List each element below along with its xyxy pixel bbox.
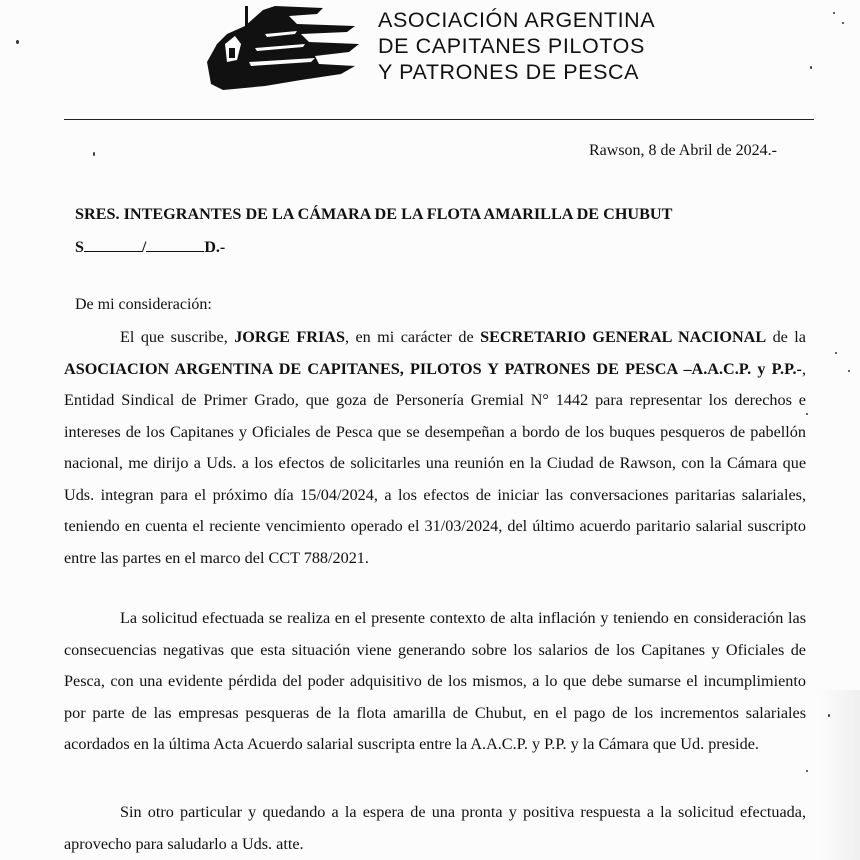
paragraph-2: La solicitud efectuada se realiza en el presente contexto de alta inflación y teniendo en consideración las consecuencias negativas que esta situación viene generando sobre los salarios de los Capitanes y Oficiales de Pesca, con una evidente pérdida del poder adquisitivo de los mismos, a lo que debe sumarse el incumplimiento por parte de las empresas pesqueras de la flota amarilla de Chubut, en el pago de los incrementos salariales acordados en la última Acta Acuerdo salarial suscripta entre la A.A.C.P. y P.P. y la Cámara que Ud. preside. <box>64 609 806 753</box>
sd-line <box>75 237 225 257</box>
organization-full-name: ASOCIACION ARGENTINA DE CAPITANES, PILOTOS Y PATRONES DE PESCA –A.A.C.P. y P.P.- <box>64 359 802 378</box>
greeting: De mi consideración: <box>75 296 212 313</box>
signer-role: SECRETARIO GENERAL NACIONAL <box>480 328 767 346</box>
d-label: D.- <box>204 239 226 256</box>
scan-shadow <box>820 690 860 860</box>
p1-text-2: , en mi carácter de <box>344 328 481 346</box>
header-divider <box>64 119 814 120</box>
recipient-line: SRES. INTEGRANTES DE LA CÁMARA DE LA FLOTA AMARILLA DE CHUBUT <box>75 205 673 223</box>
paragraph-3: Sin otro particular y quedando a la espera de una pronta y positiva respuesta a la solicitud efectuada, aprovecho para saludarlo a Uds. atte. <box>64 803 806 853</box>
ship-logo-icon <box>205 4 363 90</box>
p1-text-3: de la <box>766 328 806 346</box>
p1-text-4: , Entidad Sindical de Primer Grado, que goza de Personería Gremial N° 1442 para representar los derechos e intereses de los Capitanes y Oficiales de Pesca que se desempeñan a bordo de los buques pesqueros de pabellón nacional, me dirijo a Uds. a los efectos de solicitarles una reunión en la Ciudad de Rawson, con la Cámara que Uds. integran para el próximo día 15/04/2024, a los efectos de iniciar las conversaciones paritarias salariales, teniendo en cuenta el reciente vencimiento operado el 31/03/2024, del último acuerdo paritario salarial suscripto entre las partes en el marco del CCT 788/2021. <box>64 359 806 567</box>
org-name-line-1: ASOCIACIÓN ARGENTINA <box>378 8 656 32</box>
blank-line-1 <box>84 237 142 252</box>
blank-line-2 <box>146 237 204 252</box>
organization-name <box>378 7 655 85</box>
org-name-line-3: Y PATRONES DE PESCA <box>378 60 640 84</box>
paragraph-1 <box>64 322 806 574</box>
p1-text-1: El que suscribe, <box>120 328 235 346</box>
org-name-line-2: DE CAPITANES PILOTOS <box>378 34 645 58</box>
letter-date: Rawson, 8 de Abril de 2024.- <box>589 142 777 159</box>
signer-name: JORGE FRIAS <box>234 328 345 346</box>
s-label: S <box>75 239 84 256</box>
slash-label: / <box>141 239 147 256</box>
